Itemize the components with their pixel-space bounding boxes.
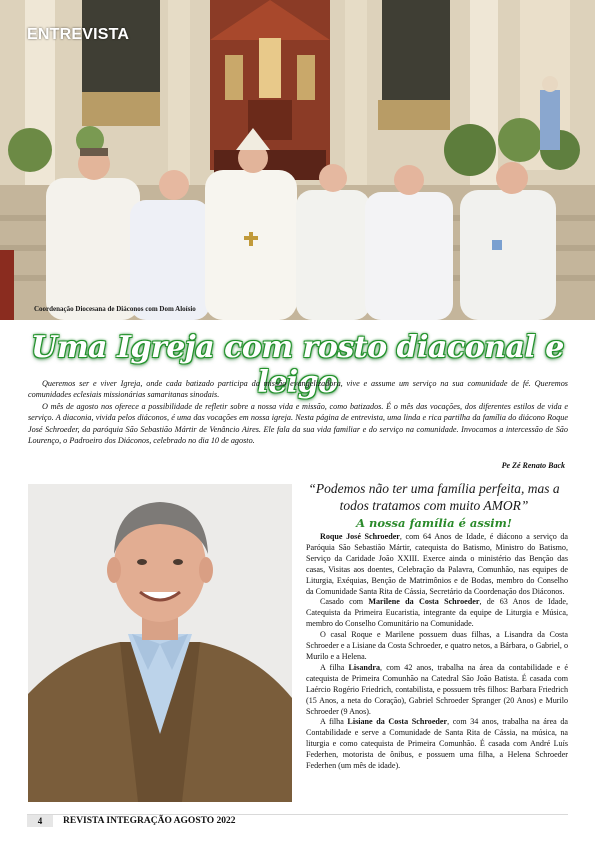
magazine-name: REVISTA INTEGRAÇÃO AGOSTO 2022 (63, 816, 236, 826)
name-marilene: Marilene da Costa Schroeder (368, 597, 480, 607)
portrait-photo (28, 484, 292, 802)
section-subtitle: A nossa família é assim! (356, 516, 512, 530)
body-paragraph-4 (306, 663, 568, 718)
photo-caption: Coordenação Diocesana de Diáconos com Dom Aloísio (34, 305, 196, 313)
article-body (306, 532, 568, 772)
name-lisandra: Lisandra (348, 662, 381, 672)
body-paragraph-2 (306, 597, 568, 630)
body-text-5b: , com 34 anos, trabalha na área da Contabilidade e serve a Comunidade de Santa Rita de Cássia, na música, na liturgia e como catequista de Primeira Comunhão. É casada com André Luís Federhen, motorista de ônibus, e possuem uma filha, a Helena Schroeder Federhen (um mês de idade). (306, 717, 568, 771)
body-text-5a: A filha (320, 717, 348, 727)
body-text-4b: , com 42 anos, trabalha na área da contabilidade e é catequista de Primeira Comunhão na Catedral São João Batista. É casada com Laércio Rogério Friedrich, contabilista, e possuem três filhos: Barbara Friedrich (15 Anos, a neta do Coração), Gabriel Schroeder Spranger (20 Anos) e Murilo Schroeder (9 Anos). (306, 662, 568, 716)
body-text-4a: A filha (320, 662, 349, 672)
section-tag: ENTREVISTA (27, 26, 130, 43)
body-text-1: , com 64 Anos de Idade, é diácono a serviço da Paróquia São Sebastião Mártir, catequista do Batismo, Ministro do Batismo, Serviço da Caridade João XXIII. Exerce ainda o ministério das Benção das casas, Visitas aos doentes, Celebração da Palavra, Comunhão, nas equipes de Liturgia, Exéquias, Benção de Matrimônios e de Bodas, membro do Conselho da Comunidade Santa Rita de Cássia, Secretário da Coordenação dos Diáconos. (306, 532, 568, 596)
name-roque: Roque José Schroeder (320, 532, 400, 541)
intro-paragraph-1: Queremos ser e viver Igreja, onde cada batizado participa da missão evangelizadora, vive e assume um serviço na sua comunidade de fé. Queremos comunidades eclesiais missionárias samaritanas sinodais. (28, 379, 568, 400)
intro-paragraph-2: O mês de agosto nos oferece a possibilidade de refletir sobre a nossa vida e missão, como batizados. É o mês das vocações, dos diferentes estilos de vida e serviço. A diaconia, vivida pelos diáconos, é uma das vocações em nossa igreja. Nesta página de entrevista, uma linda e rica partilha da família do diácono Roque José Schroeder, da paróquia São Sebastião Mártir de Venâncio Aires. Ele fala da sua vida familiar e do serviço na comunidade. Invocamos a intercessão de São Lourenço, o Padroeiro dos Diáconos, celebrado no dia 10 de agosto. (28, 401, 568, 446)
body-text-2a: Casado com (320, 597, 369, 607)
church-scene-illustration (0, 0, 595, 320)
pull-quote: “Podemos não ter uma família perfeita, mas a todos tratamos com muito AMOR” (308, 481, 560, 513)
body-paragraph-3: O casal Roque e Marilene possuem duas filhas, a Lisandra da Costa Schroeder e a Lisiane da Costa Schroeder, e quatro netos, a Bárbara, o Gabriel, o Murilo e a Helena. (306, 630, 568, 661)
name-lisiane: Lisiane da Costa Schroeder (347, 717, 448, 727)
body-paragraph-5 (306, 717, 568, 772)
page-number: 4 (27, 815, 53, 827)
body-text-2b: , de 63 Anos de Idade, Catequista da Primeira Eucaristia, integrante da equipe de Liturgia e Música, membro do Conselho Comunitário na Comunidade. (306, 597, 569, 629)
portrait-illustration (28, 484, 292, 802)
body-paragraph-1 (306, 532, 568, 597)
page-title: Uma Igreja com rosto diaconal e leigo (31, 330, 564, 400)
group-photo (0, 0, 595, 320)
intro-text (28, 378, 568, 446)
author-byline: Pe Zé Renato Back (501, 461, 565, 470)
